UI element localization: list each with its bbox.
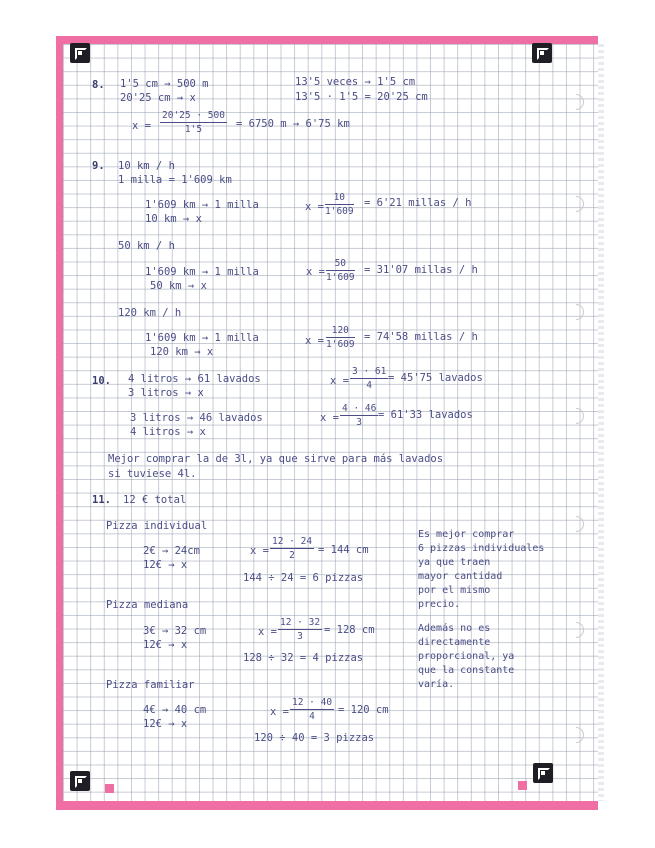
p11-note-2-line: que la constante <box>418 665 515 676</box>
p9-a-eq-x: x = <box>305 201 324 213</box>
p11-fam-denominator: 4 <box>309 710 315 722</box>
p9-b-denominator: 1'609 <box>326 271 355 283</box>
p9-b-fraction <box>326 259 355 282</box>
p11-budget: 12 € total <box>123 494 187 506</box>
problem-11-number: 11. <box>92 494 111 506</box>
p11-fam-result: = 120 cm <box>338 704 389 716</box>
p10-b-line-2: 4 litros → x <box>130 426 206 438</box>
p11-med-eq-x: x = <box>258 626 277 638</box>
p9-b-numerator: 50 <box>326 259 355 271</box>
problem-8-number: 8. <box>92 79 105 91</box>
problem-9-number: 9. <box>92 160 105 172</box>
p11-fam-line-2: 12€ → x <box>143 718 188 730</box>
p11-ind-line-2: 12€ → x <box>143 559 188 571</box>
p9-b-heading: 50 km / h <box>118 240 175 252</box>
p9-a-line-1: 1'609 km → 1 milla <box>145 199 259 211</box>
p9-c-line-1: 1'609 km → 1 milla <box>145 332 259 344</box>
p11-note-2-line: proporcional, ya <box>418 651 515 662</box>
p9-c-numerator: 120 <box>326 326 355 338</box>
p11-fam-division: 120 ÷ 40 = 3 pizzas <box>254 732 375 744</box>
p9-a-numerator: 10 <box>325 193 354 205</box>
p10-b-fraction <box>340 404 378 427</box>
p9-b-result: = 31'07 millas / h <box>364 264 478 276</box>
p11-note-2-line: Además no es <box>418 623 491 634</box>
p10-b-line-1: 3 litros → 46 lavados <box>130 412 263 424</box>
p9-c-fraction <box>326 326 355 349</box>
p11-med-denominator: 3 <box>297 630 303 642</box>
p10-a-result: = 45'75 lavados <box>388 372 483 384</box>
p11-med-division: 128 ÷ 32 = 4 pizzas <box>243 652 364 664</box>
p8-rule-line-2: 20'25 cm → x <box>120 92 196 104</box>
p10-a-line-1: 4 litros → 61 lavados <box>128 373 261 385</box>
p11-fam-numerator: 12 · 40 <box>292 697 333 708</box>
p9-conversion: 1 milla = 1'609 km <box>118 174 232 186</box>
p8-fraction <box>160 111 227 134</box>
p8-frac-denominator: 1'5 <box>184 123 203 135</box>
p11-medium-heading: Pizza mediana <box>106 599 189 611</box>
p11-fam-eq-x: x = <box>270 706 289 718</box>
pink-corner-square <box>105 784 114 793</box>
p11-med-fraction <box>278 618 322 641</box>
p9-speed: 10 km / h <box>118 160 175 172</box>
p9-a-result: = 6'21 millas / h <box>364 197 472 209</box>
p11-note-2-line: varía. <box>418 679 455 690</box>
p8-frac-numerator: 20'25 · 500 <box>162 110 225 121</box>
p10-b-denominator: 3 <box>356 416 363 428</box>
p11-med-result: = 128 cm <box>324 624 375 636</box>
p11-med-line-1: 3€ → 32 cm <box>143 625 207 637</box>
corner-marker-icon <box>532 43 552 63</box>
problem-10-number: 10. <box>92 375 111 387</box>
p11-family-heading: Pizza familiar <box>106 679 195 691</box>
p9-c-line-2: 120 km → x <box>150 346 214 358</box>
p9-c-denominator: 1'609 <box>326 338 355 350</box>
p9-c-heading: 120 km / h <box>118 307 182 319</box>
p11-note-1-line: ya que traen <box>418 557 491 568</box>
p9-a-line-2: 10 km → x <box>145 213 202 225</box>
p8-eq-x: x = <box>132 120 151 132</box>
p9-c-eq-x: x = <box>305 335 324 347</box>
p9-b-line-1: 1'609 km → 1 milla <box>145 266 259 278</box>
p9-a-denominator: 1'609 <box>325 205 354 217</box>
corner-marker-icon <box>70 771 90 791</box>
p11-note-1-line: precio. <box>418 599 461 610</box>
p9-c-result: = 74'58 millas / h <box>364 331 478 343</box>
p8-side-line-1: 13'5 veces → 1'5 cm <box>295 76 416 88</box>
pink-corner-square <box>518 781 527 790</box>
p11-note-1-line: 6 pizzas individuales <box>418 543 545 554</box>
p10-a-eq-x: x = <box>330 375 349 387</box>
p9-b-eq-x: x = <box>306 266 325 278</box>
corner-marker-icon <box>70 43 90 63</box>
p11-ind-denominator: 2 <box>289 549 295 561</box>
p8-rule-line-1: 1'5 cm → 500 m <box>120 78 209 90</box>
p11-ind-division: 144 ÷ 24 = 6 pizzas <box>243 572 364 584</box>
p11-ind-line-1: 2€ → 24cm <box>143 545 200 557</box>
corner-marker-icon <box>533 763 553 783</box>
p10-conclusion-line-2: si tuviese 4l. <box>108 468 197 480</box>
p10-a-denominator: 4 <box>366 379 373 391</box>
p11-ind-eq-x: x = <box>250 545 269 557</box>
p10-b-result: = 61'33 lavados <box>378 409 473 421</box>
p11-note-1-line: por el mismo <box>418 585 491 596</box>
p11-note-1-line: Es mejor comprar <box>418 529 515 540</box>
p11-note-2-line: directamente <box>418 637 491 648</box>
p10-b-numerator: 4 · 46 <box>342 403 377 414</box>
p11-individual-heading: Pizza individual <box>106 520 208 532</box>
p10-a-numerator: 3 · 61 <box>352 366 387 377</box>
p10-a-line-2: 3 litros → x <box>128 387 204 399</box>
p11-med-numerator: 12 · 32 <box>280 617 321 628</box>
p11-ind-result: = 144 cm <box>318 544 369 556</box>
p10-a-fraction <box>350 367 388 390</box>
p9-b-line-2: 50 km → x <box>150 280 207 292</box>
p10-conclusion-line-1: Mejor comprar la de 3l, ya que sirve para más lavados <box>108 453 444 465</box>
p8-result: = 6750 m → 6'75 km <box>236 118 350 130</box>
p11-med-line-2: 12€ → x <box>143 639 188 651</box>
p9-a-fraction <box>325 193 354 216</box>
p11-fam-line-1: 4€ → 40 cm <box>143 704 207 716</box>
p11-ind-numerator: 12 · 24 <box>272 536 313 547</box>
p11-ind-fraction <box>270 537 314 560</box>
p10-b-eq-x: x = <box>320 412 339 424</box>
p8-side-line-2: 13'5 · 1'5 = 20'25 cm <box>295 91 428 103</box>
p11-note-1-line: mayor cantidad <box>418 571 503 582</box>
p11-fam-fraction <box>290 698 334 721</box>
